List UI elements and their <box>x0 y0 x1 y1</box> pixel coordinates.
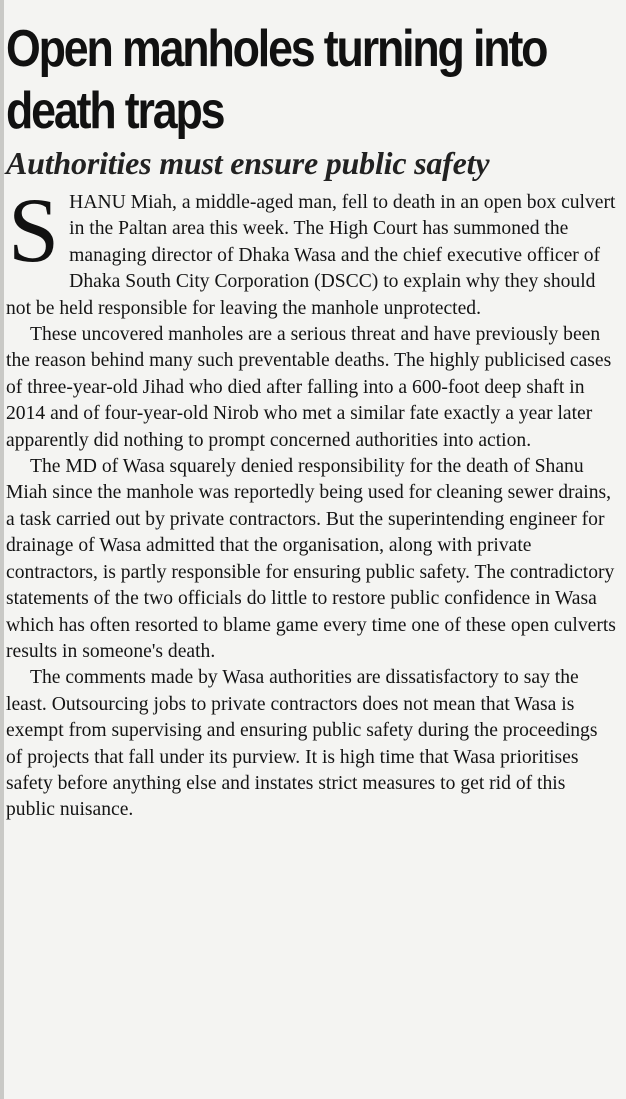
page-edge <box>0 0 4 1099</box>
editorial-article <box>6 0 618 824</box>
paragraph-1-text: HANU Miah, a middle-aged man, fell to death in an open box culvert in the Paltan area this week. The High Court has summoned the managing director of Dhaka Wasa and the chief executive officer of Dhaka South City Corporation (DSCC) to explain why they should not be held responsible for leaving the manhole unprotected. <box>6 192 616 319</box>
paragraph-3: The MD of Wasa squarely denied responsibility for the death of Shanu Miah since the manhole was reportedly being used for cleaning sewer drains, a task carried out by private contractors. But the superintending engineer for drainage of Wasa admitted that the organisation, along with private contractors, is partly responsible for ensuring public safety. The contradictory statements of the two officials do little to restore public confidence in Wasa which has often resorted to blame game every time one of these open culverts results in someone's death. <box>6 456 616 662</box>
drop-cap: S <box>8 179 60 281</box>
paragraph-4: The comments made by Wasa authorities are dissatisfactory to say the least. Outsourcing jobs to private contractors does not mean that Wasa is exempt from supervising and ensuring public safety during the proceedings of projects that fall under its purview. It is high time that Wasa prioritises safety before anything else and instates strict measures to get rid of this public nuisance. <box>6 667 598 821</box>
paragraph-1 <box>6 179 618 322</box>
article-body <box>6 179 618 824</box>
headline: Open manholes turning into death traps <box>6 20 547 140</box>
paragraph-2: These uncovered manholes are a serious threat and have previously been the reason behind many such preventable deaths. The highly publicised cases of three-year-old Jihad who died after falling into a 600-foot deep shaft in 2014 and of four-year-old Nirob who met a similar fate exactly a year later apparently did nothing to prompt concerned authorities into action. <box>6 324 612 451</box>
subheadline: Authorities must ensure public safety <box>6 145 490 181</box>
